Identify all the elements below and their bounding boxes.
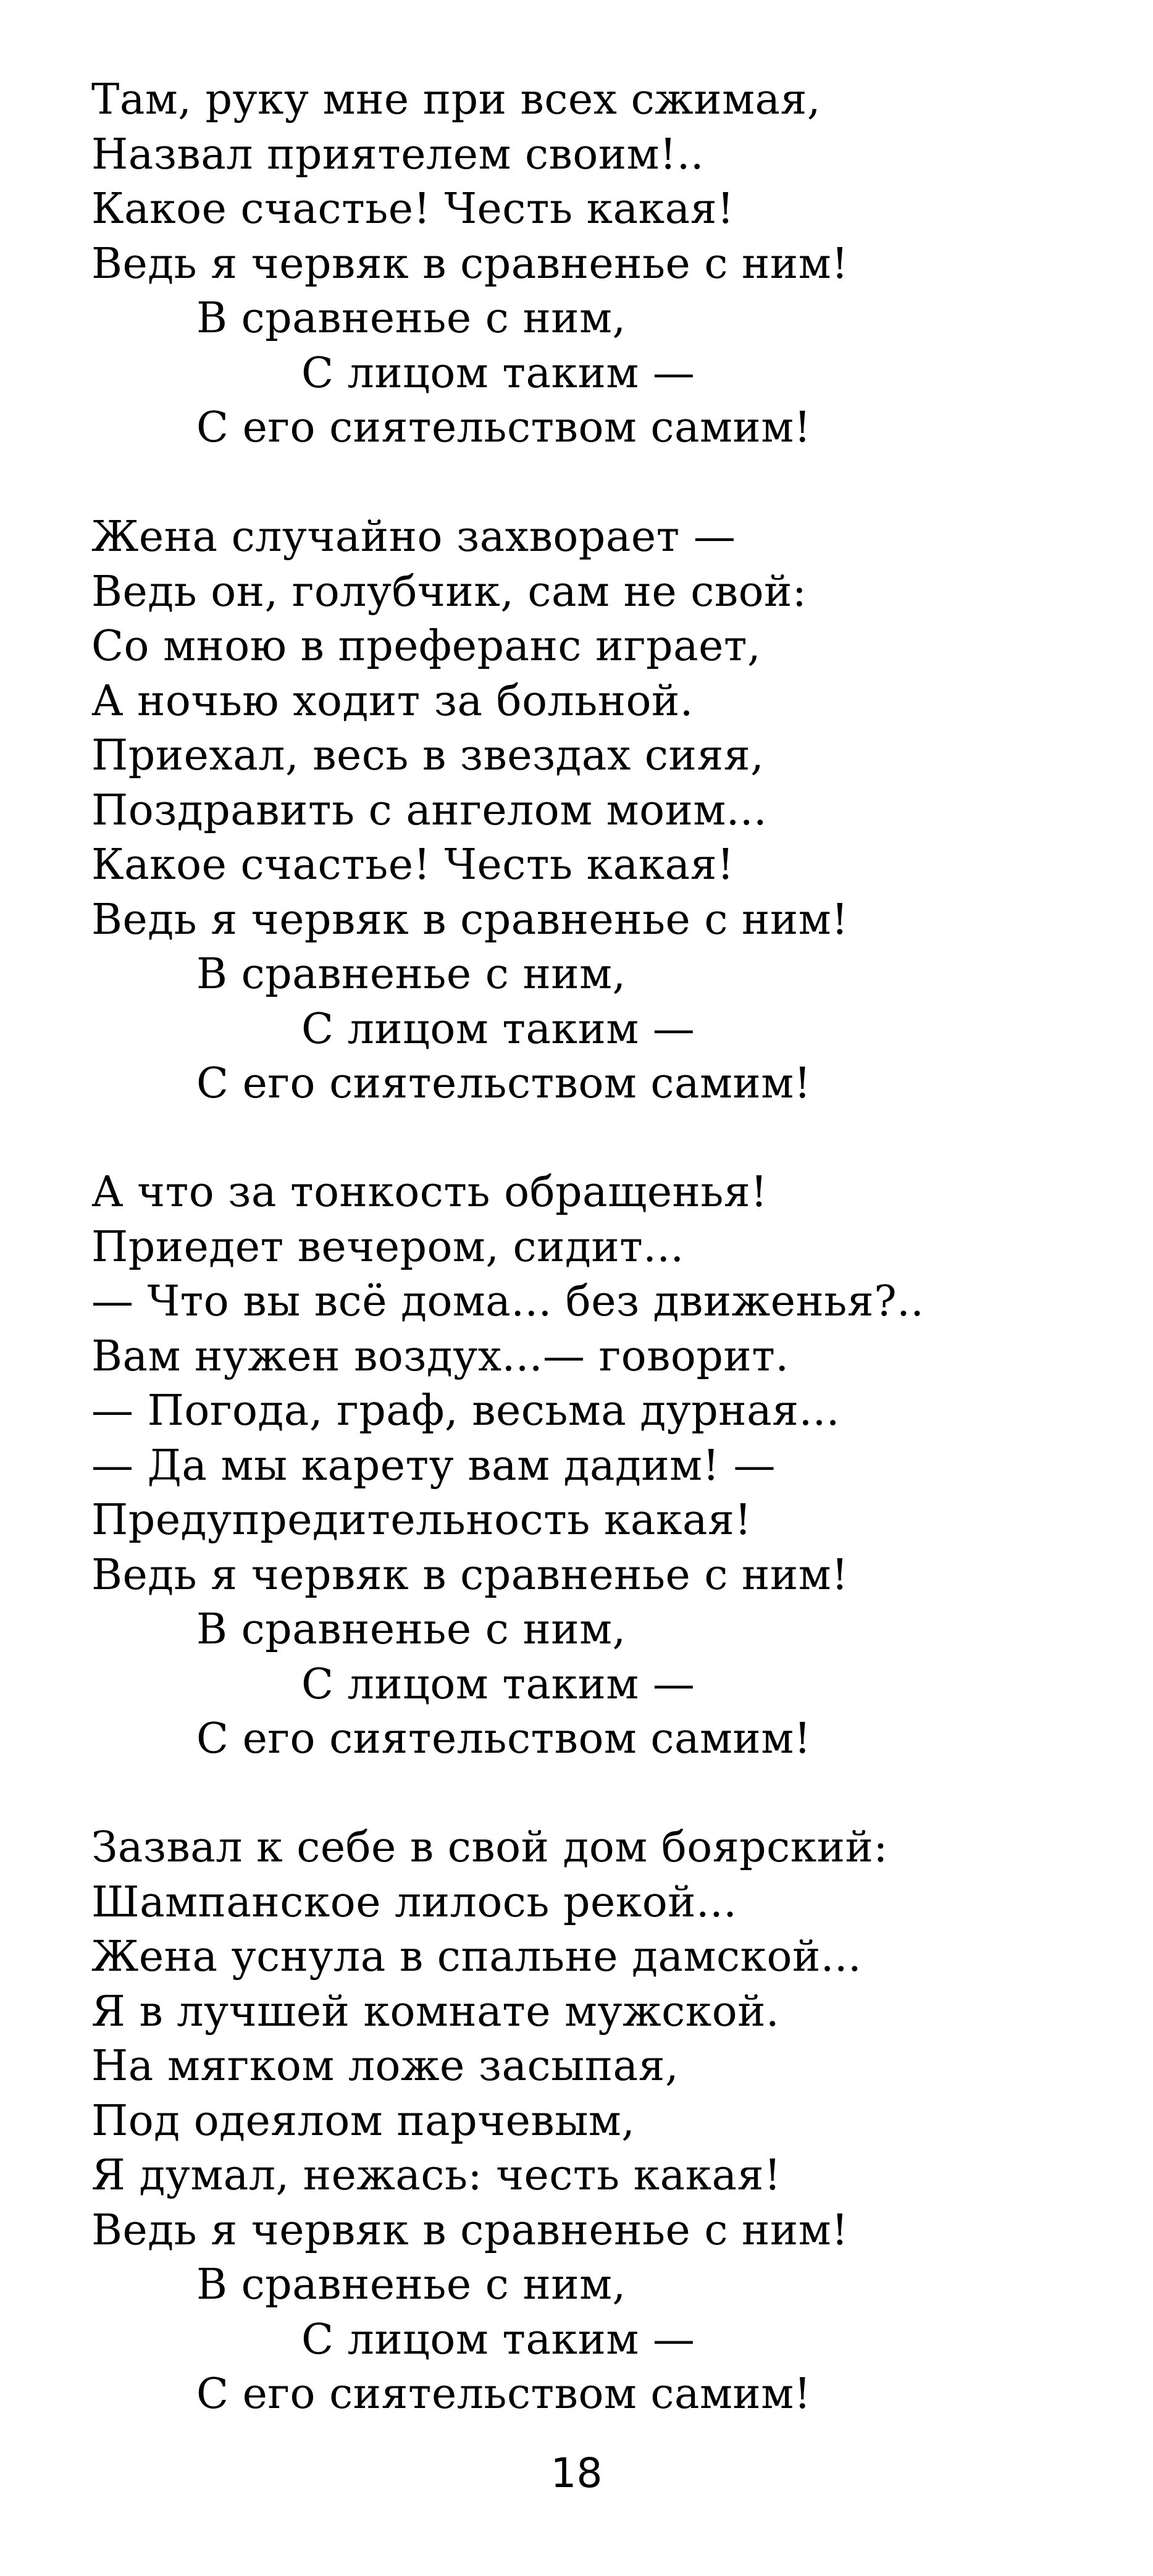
poem-line: Ведь я червяк в сравненье с ним! <box>91 239 849 288</box>
poem-line: Какое счастье! Честь какая! <box>91 185 734 233</box>
poem-line: Жена уснула в спальне дамской... <box>91 1932 862 1981</box>
poem-line: А что за тонкость обращенья! <box>91 1168 768 1217</box>
poem-line: Жена случайно захворает — <box>91 513 736 561</box>
poem-line: Поздравить с ангелом моим... <box>91 786 768 835</box>
stanza-3 <box>91 1165 1135 1767</box>
refrain-line: С его сиятельством самим! <box>196 2370 811 2419</box>
poem-line: Приедет вечером, сидит... <box>91 1222 684 1272</box>
stanza-1 <box>91 73 1135 456</box>
refrain-line: С его сиятельством самим! <box>196 1714 811 1763</box>
poem-line: Я в лучшей комнате мужской. <box>91 1987 780 2036</box>
poem-line: Ведь я червяк в сравненье с ним! <box>91 2205 849 2255</box>
poem-line: Зазвал к себе в свой дом боярский: <box>91 1823 888 1872</box>
poem-line: — Что вы всё дома... без движенья?.. <box>91 1277 924 1326</box>
poem-line: Со мною в преферанс играет, <box>91 622 761 671</box>
poem-line: Я думал, нежась: честь какая! <box>91 2151 781 2200</box>
poem-line: Ведь я червяк в сравненье с ним! <box>91 895 849 944</box>
refrain-line: В сравненье с ним, <box>196 2260 626 2309</box>
poem-line: Ведь он, голубчик, сам не свой: <box>91 567 807 616</box>
stanza-4 <box>91 1821 1135 2422</box>
poem-line: Предупредительность какая! <box>91 1496 752 1545</box>
poem-line: Там, руку мне при всех сжимая, <box>91 75 821 124</box>
refrain-line: В сравненье с ним, <box>196 950 626 999</box>
poem-line: А ночью ходит за больной. <box>91 676 694 726</box>
poem-line: Ведь я червяк в сравненье с ним! <box>91 1550 849 1600</box>
poem-line: Под одеялом парчевым, <box>91 2096 635 2146</box>
poem-line: Какое счастье! Честь какая! <box>91 841 734 889</box>
page-number: 18 <box>550 2449 603 2497</box>
refrain-line: В сравненье с ним, <box>196 1605 626 1654</box>
poem-line: На мягком ложе засыпая, <box>91 2042 679 2091</box>
refrain-line: С лицом таким — <box>301 1004 695 1054</box>
refrain-line: С лицом таким — <box>301 2315 695 2364</box>
refrain-line: С его сиятельством самим! <box>196 403 811 452</box>
poem-line: Приехал, весь в звездах сияя, <box>91 731 765 780</box>
refrain-line: С его сиятельством самим! <box>196 1059 811 1108</box>
refrain-line: С лицом таким — <box>301 348 695 398</box>
poem-line: Назвал приятелем своим!.. <box>91 130 705 179</box>
stanza-2 <box>91 510 1135 1112</box>
refrain-line: В сравненье с ним, <box>196 294 626 343</box>
poem-line: Шампанское лилось рекой... <box>91 1877 737 1927</box>
poem-line: Вам нужен воздух...— говорит. <box>91 1332 789 1381</box>
poem-line: — Да мы карету вам дадим! — <box>91 1441 776 1490</box>
poem-line: — Погода, граф, весьма дурная... <box>91 1387 840 1435</box>
refrain-line: С лицом таким — <box>301 1659 695 1709</box>
